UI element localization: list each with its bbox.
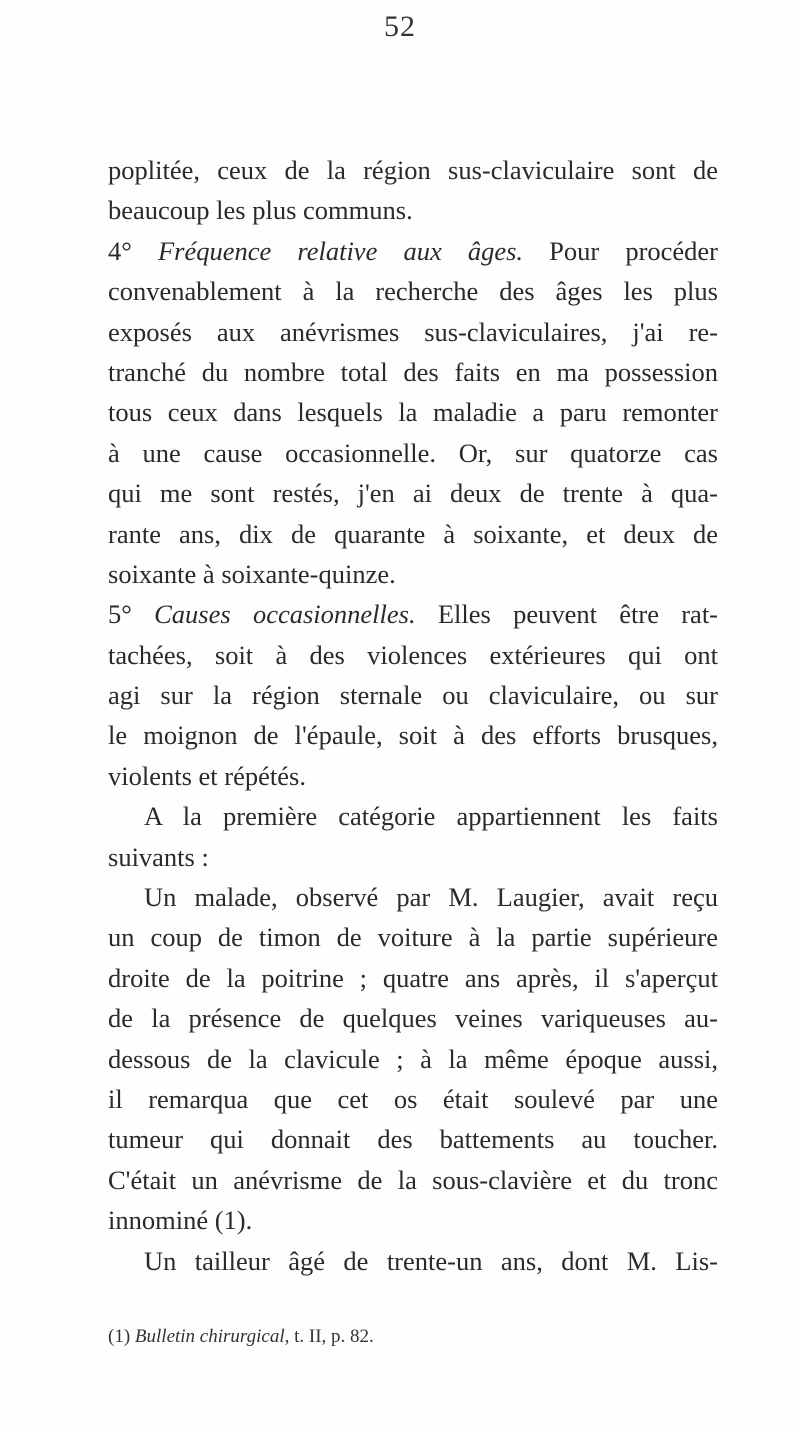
text-line: C'était un anévrisme de la sous-clavière et du tronc bbox=[108, 1164, 718, 1195]
text-line: à une cause occasionnelle. Or, sur quatorze cas bbox=[108, 437, 718, 468]
text-line: Un tailleur âgé de trente-un ans, dont M. Lis- bbox=[144, 1245, 718, 1276]
section-title: Fréquence relative aux âges. bbox=[157, 235, 524, 266]
text-line bbox=[108, 231, 718, 271]
section-title: Causes occasionnelles. bbox=[154, 599, 416, 630]
text-line: Un malade, observé par M. Laugier, avait reçu bbox=[144, 882, 718, 913]
footnote bbox=[108, 1324, 718, 1350]
text-line bbox=[108, 594, 718, 634]
text-line: il remarqua que cet os était soulevé par une bbox=[108, 1083, 718, 1114]
text-line: rante ans, dix de quarante à soixante, et deux de bbox=[108, 518, 718, 549]
page-number: 52 bbox=[384, 10, 416, 43]
text-line: poplitée, ceux de la région sus-claviculaire sont de bbox=[108, 155, 718, 185]
text-line: un coup de timon de voiture à la partie supérieure bbox=[108, 922, 718, 953]
line-text: Elles peuvent être rat- bbox=[415, 599, 719, 630]
text-line: tranché du nombre total des faits en ma possession bbox=[108, 356, 718, 387]
text-line: innominé (1). bbox=[108, 1205, 253, 1236]
text-line: dessous de la clavicule ; à la même époque aussi, bbox=[108, 1043, 718, 1074]
text-line: convenablement à la recherche des âges les plus bbox=[108, 276, 718, 307]
text-line: soixante à soixante-quinze. bbox=[108, 558, 396, 589]
text-line: suivants : bbox=[108, 841, 209, 872]
text-line: beaucoup les plus communs. bbox=[108, 195, 413, 226]
text-line: violents et répétés. bbox=[108, 760, 306, 791]
section-number: 4° bbox=[108, 235, 158, 266]
footnote-source: Bulletin chirurgical bbox=[134, 1326, 285, 1347]
body-text bbox=[108, 150, 718, 1281]
footnote-marker: (1) bbox=[108, 1326, 135, 1347]
text-line: tous ceux dans lesquels la maladie a paru remonter bbox=[108, 397, 718, 428]
line-text: Pour procéder bbox=[523, 235, 719, 266]
text-line: tumeur qui donnait des battements au toucher. bbox=[108, 1124, 718, 1155]
text-line: de la présence de quelques veines variqueuses au- bbox=[108, 1003, 718, 1034]
text-line: A la première catégorie appartiennent les faits bbox=[144, 801, 718, 832]
text-line: qui me sont restés, j'en ai deux de trente à qua- bbox=[108, 478, 718, 509]
text-line: tachées, soit à des violences extérieures qui ont bbox=[108, 639, 718, 670]
text-line: agi sur la région sternale ou claviculaire, ou sur bbox=[108, 680, 718, 711]
section-number: 5° bbox=[108, 599, 155, 630]
footnote-reference: , t. II, p. 82. bbox=[284, 1326, 374, 1347]
text-line: droite de la poitrine ; quatre ans après, il s'aperçut bbox=[108, 962, 718, 993]
text-line: exposés aux anévrismes sus-claviculaires, j'ai re- bbox=[108, 316, 718, 347]
text-line: le moignon de l'épaule, soit à des efforts brusques, bbox=[108, 720, 718, 751]
